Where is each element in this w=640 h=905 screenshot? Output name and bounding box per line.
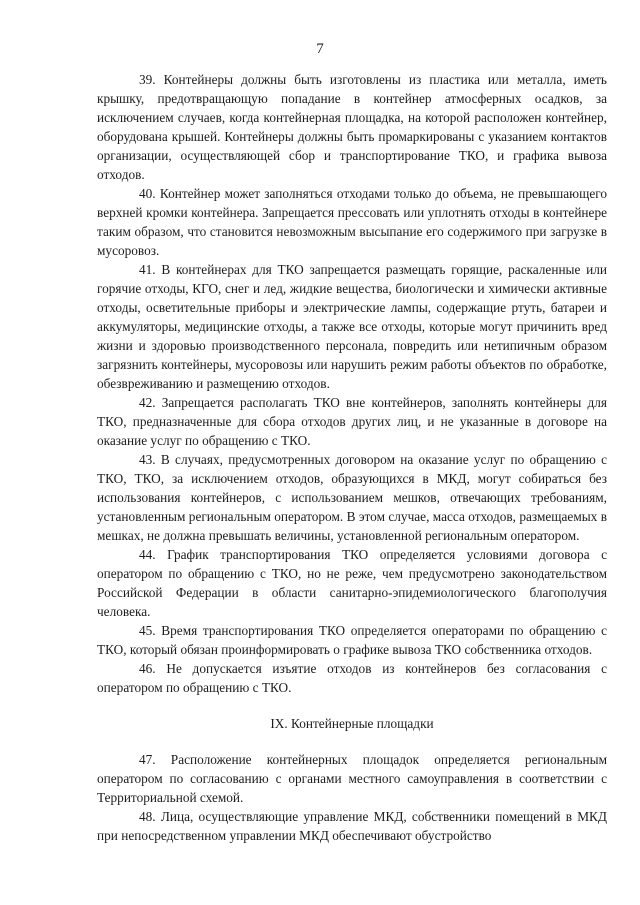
paragraph-48: 48. Лица, осуществляющие управление МКД, собственники помещений в МКД при непосредственном управлении МКД обеспечивают обустройство — [97, 809, 607, 843]
paragraph-45: 45. Время транспортирования ТКО определяется операторами по обращению с ТКО, который обязан проинформировать о графике вывоза ТКО собственника отходов. — [97, 623, 607, 657]
paragraph-39: 39. Контейнеры должны быть изготовлены из пластика или металла, иметь крышку, предотвращающую попадание в контейнер атмосферных осадков, за исключением случаев, когда контейнерная площадка, на которой расположен контейнер, оборудована крышей. Контейнеры должны быть промаркированы с указанием контактов организации, осуществляющей сбор и транспортирование ТКО, и графика вывоза отходов. — [97, 72, 607, 182]
page-number: 7 — [316, 41, 324, 57]
paragraph-47: 47. Расположение контейнерных площадок определяется региональным оператором по согласованию с органами местного самоуправления в соответствии с Территориальной схемой. — [97, 752, 607, 805]
paragraph-41: 41. В контейнерах для ТКО запрещается размещать горящие, раскаленные или горячие отходы, КГО, снег и лед, жидкие вещества, биологически и химически активные отходы, осветительные приборы и электрические лампы, содержащие ртуть, батареи и аккумуляторы, медицинские отходы, а также все отходы, которые могут причинить вред жизни и здоровью производственного персонала, повредить или нетипичным образом загрязнить контейнеры, мусоровозы или нарушить режим работы объектов по обработке, обезвреживанию и размещению отходов. — [97, 262, 607, 391]
paragraph-42: 42. Запрещается располагать ТКО вне контейнеров, заполнять контейнеры для ТКО, предназначенные для сбора отходов других лиц, и не указанные в договоре на оказание услуг по обращению с ТКО. — [97, 395, 607, 448]
paragraph-46: 46. Не допускается изъятие отходов из контейнеров без согласования с оператором по обращению с ТКО. — [97, 661, 607, 695]
paragraph-44: 44. График транспортирования ТКО определяется условиями договора с оператором по обращению с ТКО, но не реже, чем предусмотрено законодательством Российской Федерации в области санитарно-эпидемиологического благополучия человека. — [97, 547, 607, 619]
document-body — [97, 70, 607, 845]
section-heading: IX. Контейнерные площадки — [270, 716, 434, 731]
paragraph-43: 43. В случаях, предусмотренных договором на оказание услуг по обращению с ТКО, ТКО, за исключением отходов, образующихся в МКД, могут собираться без использования контейнеров, с использованием мешков, отвечающих требованиям, установленным региональным оператором. В этом случае, масса отходов, размещаемых в мешках, не должна превышать величины, установленной региональным оператором. — [97, 452, 607, 543]
paragraph-40: 40. Контейнер может заполняться отходами только до объема, не превышающего верхней кромки контейнера. Запрещается прессовать или уплотнять отходы в контейнере таким образом, что становится невозможным высыпание его содержимого при загрузке в мусоровоз. — [97, 186, 607, 258]
